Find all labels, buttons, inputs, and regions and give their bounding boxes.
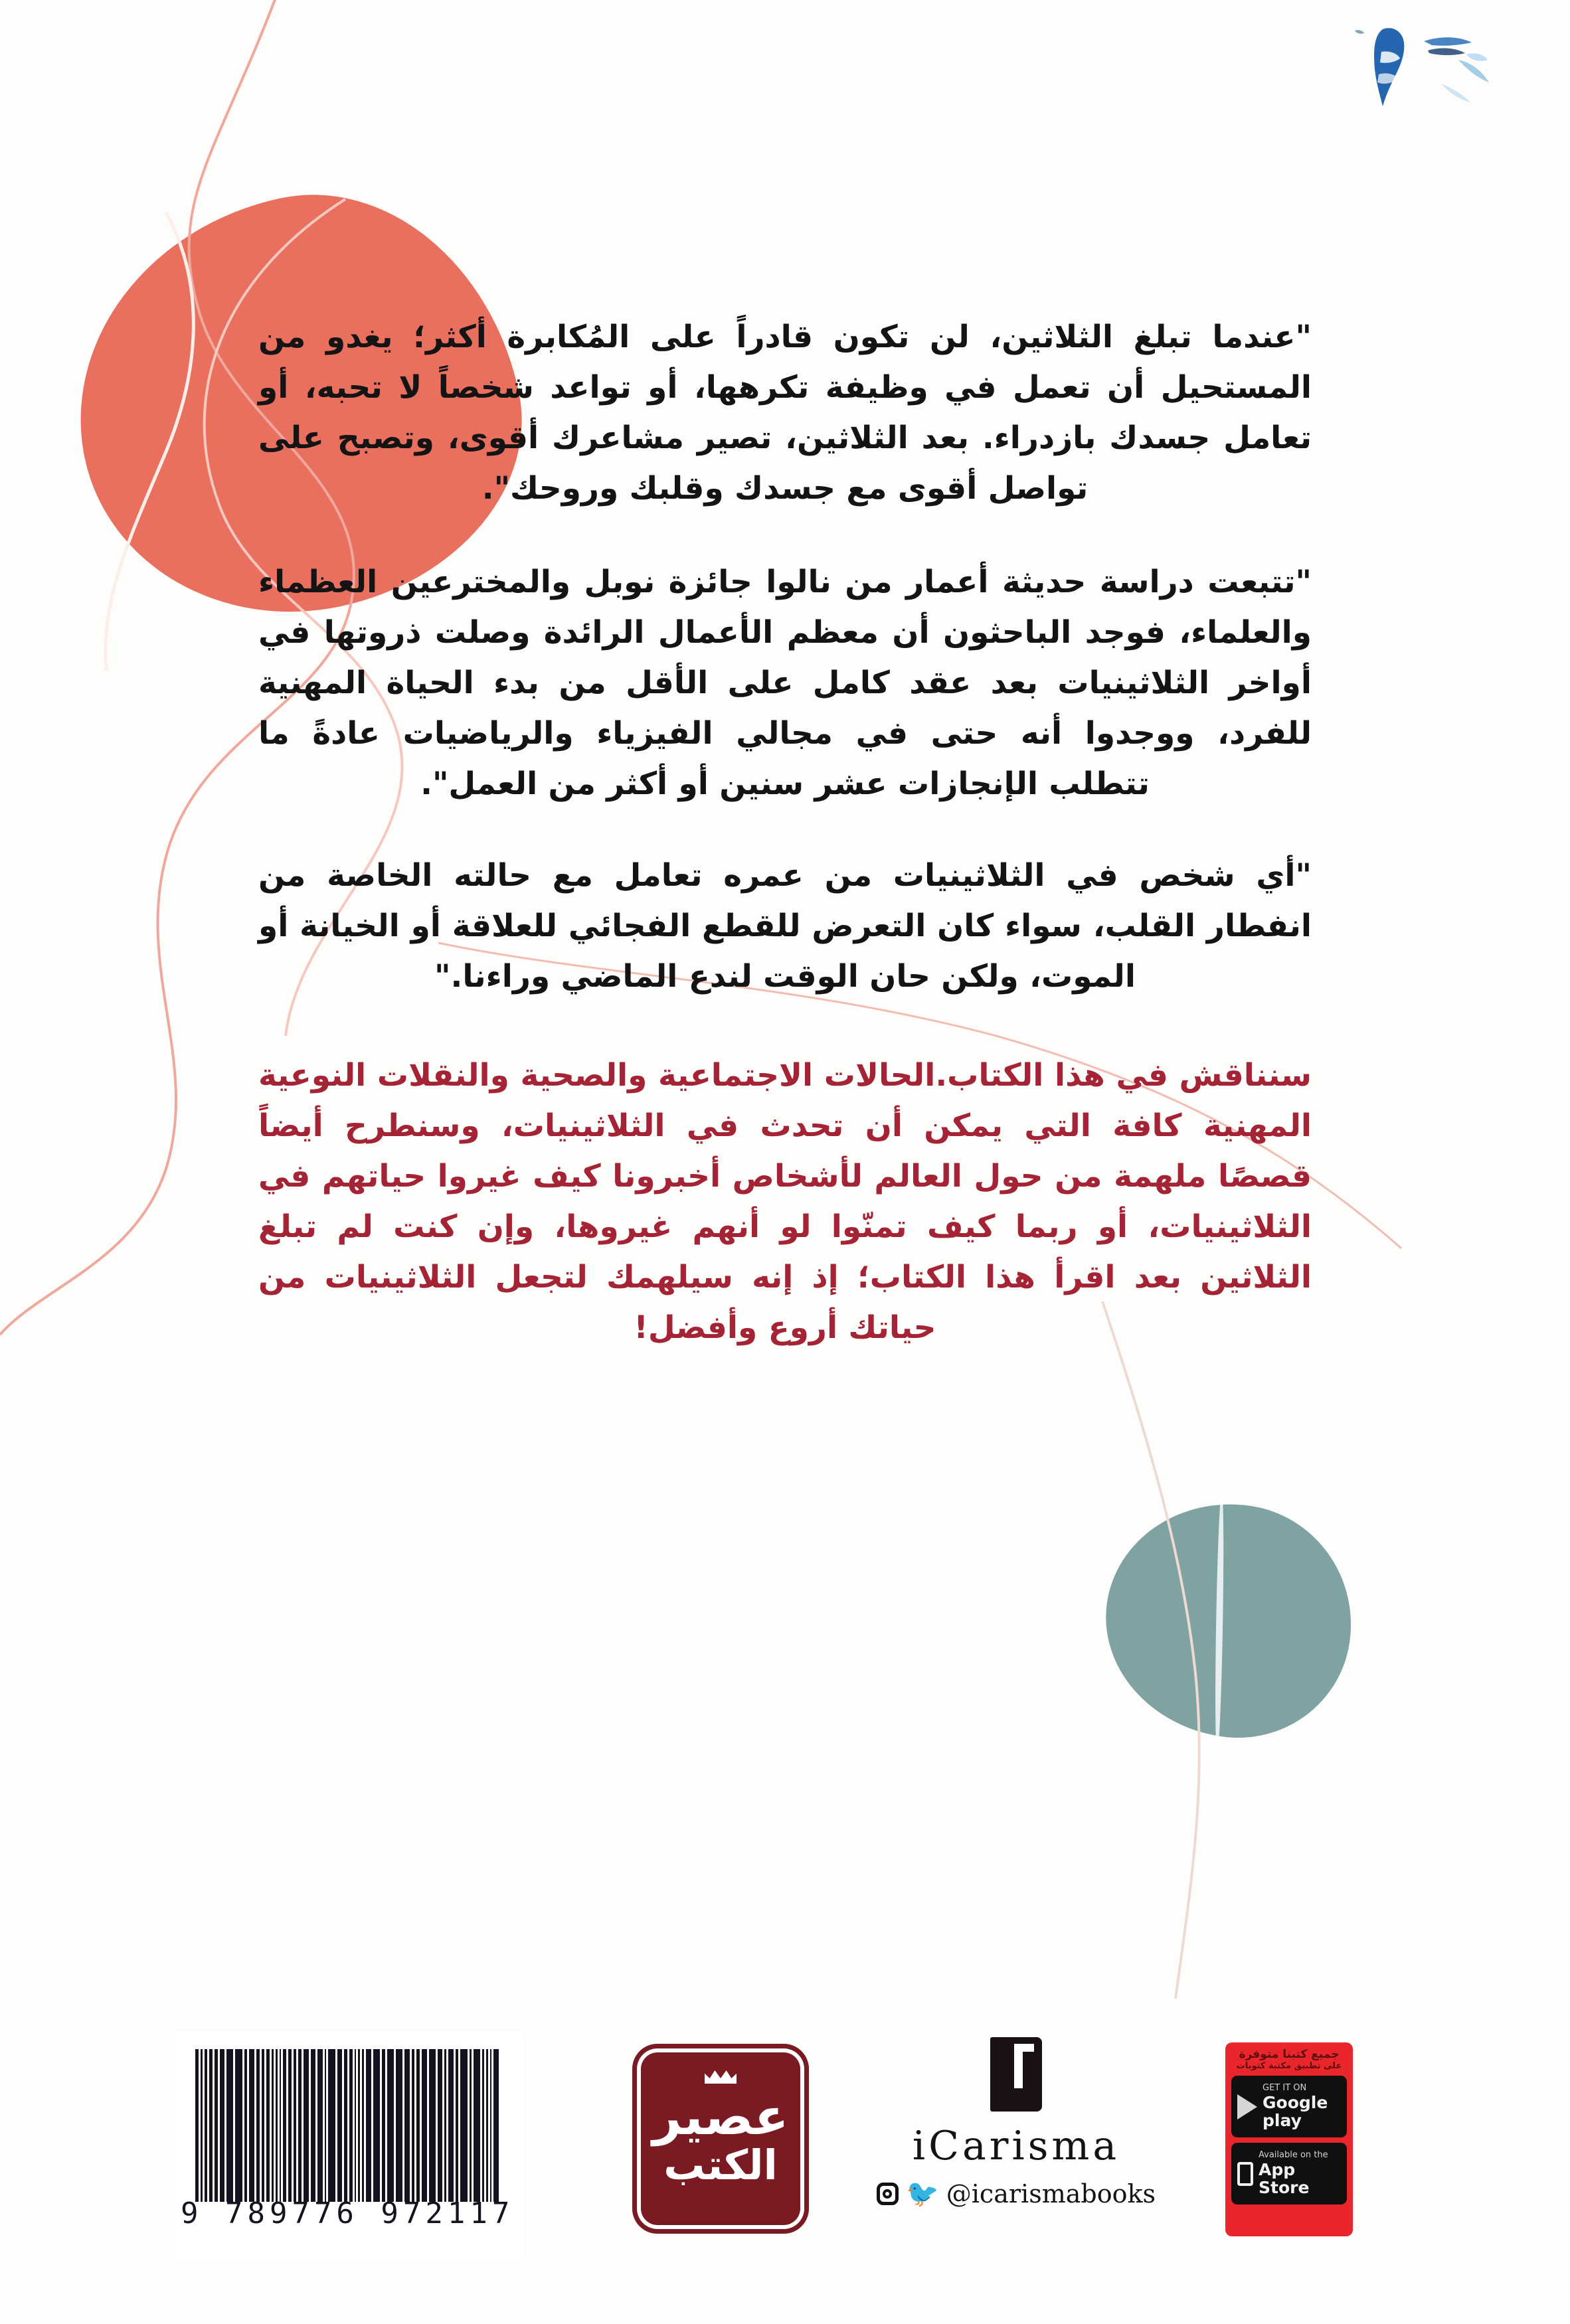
crown-icon [705, 2070, 737, 2084]
app-badge-note-line1: جميع كتبنا متوفرة [1239, 2048, 1340, 2061]
teal-blob-decoration [1090, 1488, 1366, 1752]
app-badge-note [1231, 2048, 1347, 2071]
cover-footer [0, 2019, 1570, 2297]
barcode-number: 9 789776 972117 [181, 2197, 515, 2230]
icarisma-logo-block [877, 2037, 1156, 2208]
closing-paragraph: سنناقش في هذا الكتاب.الحالات الاجتماعية والصحية والنقلات النوعية المهنية كافة التي يمكن أن تحدث في الثلاثينيات، وسنطرح أيضاً قصصًا ملهمة من حول العالم لأشخاص أخبرونا كيف غيروا حياتهم في الثلاثينيات، أو ربما كيف تمنّوا لو أنهم غيروها، وإن كنت لم تبلغ الثلاثين بعد اقرأ هذا الكتاب؛ إذ إنه سيلهمك لتجعل الثلاثينيات من حياتك أروع وأفضل! [258, 1056, 1312, 1347]
social-handle-text: @icarismabooks [946, 2179, 1156, 2208]
app-store-button[interactable] [1231, 2143, 1347, 2204]
app-store-label: App Store [1259, 2159, 1310, 2198]
google-play-small-label: GET IT ON [1263, 2083, 1307, 2094]
barcode-bars [195, 2049, 501, 2202]
app-availability-badge [1225, 2042, 1353, 2236]
quote-paragraph-3: "أي شخص في الثلاثينيات من عمره تعامل مع حالته الخاصة من انفطار القلب، سواء كان التعرض للقطع الفجائي للعلاقة أو الخيانة أو الموت، ولكن حان الوقت لندع الماضي وراءنا." [258, 857, 1312, 995]
google-play-button[interactable] [1231, 2076, 1347, 2137]
quote-paragraph-2: "تتبعت دراسة حديثة أعمار من نالوا جائزة نوبل والمخترعين العظماء والعلماء، فوجد الباحثون أن معظم الأعمال الرائدة وصلت ذروتها في أواخر الثلاثينيات بعد عقد كامل على الأقل من بدء الحياة المهنية للفرد، ووجدوا أنه حتى في مجالي الفيزياء والرياضيات عادةً ما تتطلب الإنجازات عشر سنين أو أكثر من العمل". [258, 563, 1312, 802]
blurb-text-block [258, 312, 1312, 1353]
quote-paragraph-1: "عندما تبلغ الثلاثين، لن تكون قادراً على المُكابرة أكثر؛ يغدو من المستحيل أن تعمل في وظيفة تكرهها، أو تواعد شخصاً لا تحبه، أو تعامل جسدك بازدراء. بعد الثلاثين، تصير مشاعرك أقوى، وتصبح على تواصل أقوى مع جسدك وقلبك وروحك". [258, 319, 1312, 507]
twitter-icon: 🐦 [905, 2179, 939, 2209]
social-handle-row [877, 2179, 1156, 2208]
google-play-icon [1237, 2094, 1257, 2119]
book-icon [990, 2037, 1042, 2112]
app-store-small-label: Available on the [1259, 2150, 1328, 2161]
icarisma-name: iCarisma [912, 2123, 1120, 2169]
publisher-logo-aseer-alkotob [632, 2044, 809, 2234]
publisher-logo-line2: الكتب [663, 2141, 778, 2189]
apple-device-icon [1237, 2162, 1253, 2186]
app-badge-note-line2: على تطبيق مكتبة كتوبات [1236, 2061, 1342, 2072]
instagram-icon [877, 2183, 899, 2205]
isbn-barcode [171, 2032, 523, 2258]
google-play-label: Google play [1263, 2092, 1328, 2131]
blue-ink-mark-icon [1342, 13, 1508, 129]
publisher-logo-line1: عصير [652, 2087, 789, 2146]
